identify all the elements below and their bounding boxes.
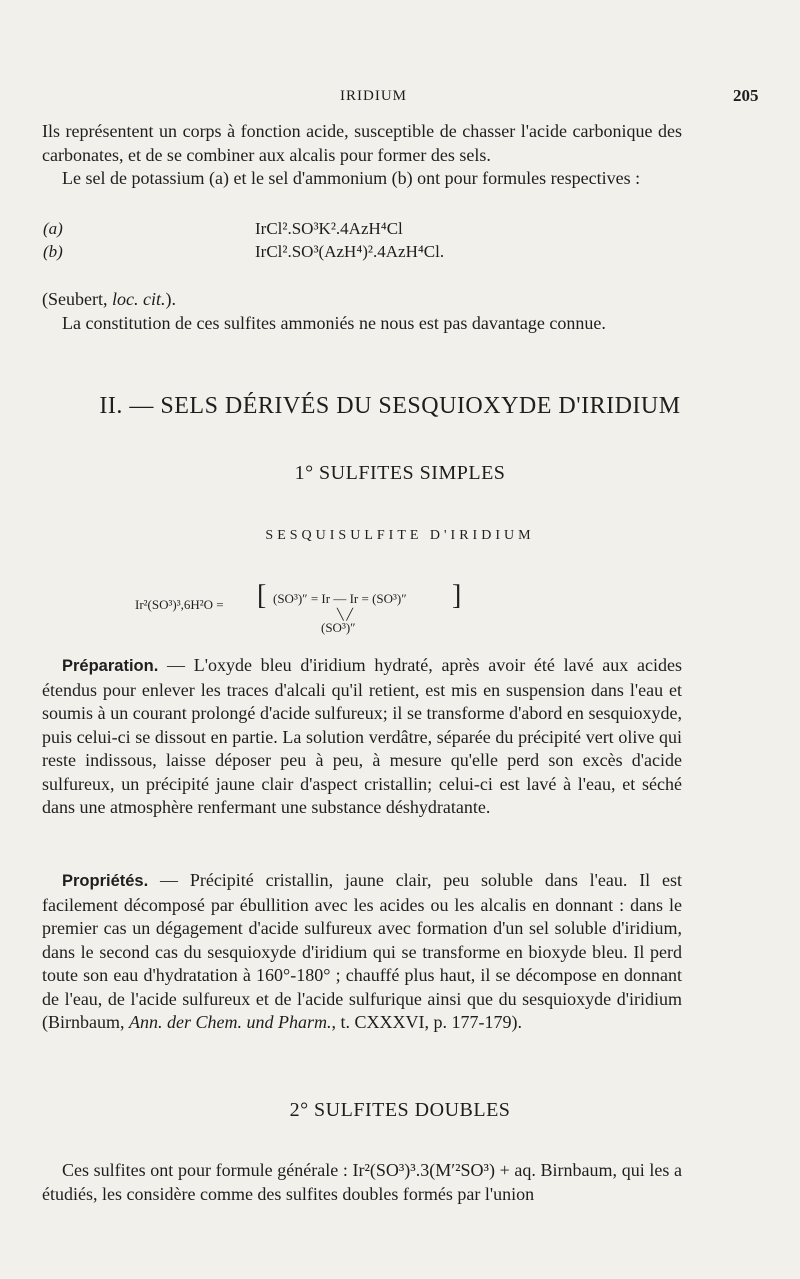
properties-lead: Propriétés. — [62, 872, 149, 890]
citation-ref: loc. cit. — [111, 289, 166, 309]
bracket-open: [ — [257, 580, 267, 611]
double-sulfites-text: Ces sulfites ont pour formule générale : Ir²(SO³)³.3(M′²SO³) + aq. Birnbaum, qui les a étudiés, les considère comme des sulfites doubles formés par l'union — [42, 1160, 682, 1204]
section-title: II. — SELS DÉRIVÉS DU SESQUIOXYDE D'IRIDIUM — [99, 393, 681, 419]
formula-left-side: Ir²(SO³)³,6H²O = — [135, 597, 224, 612]
formula-label-a: (a) — [43, 219, 63, 238]
running-header: IRIDIUM — [340, 88, 407, 104]
formula-a: IrCl².SO³K².4AzH⁴Cl — [255, 219, 403, 238]
compound-title: SESQUISULFITE D'IRIDIUM — [265, 528, 535, 543]
constitution-text: La constitution de ces sulfites ammoniés ne nous est pas davantage connue. — [62, 313, 606, 333]
preparation-text: — L'oxyde bleu d'iridium hydraté, après avoir été lavé aux acides étendus pour enlever les traces d'alcali qu'il retient, est mis en suspension dans l'eau et soumis à un courant prolongé d'acide sulfureux; il se transforme d'abord en sesquioxyde, puis celui-ci se dissout en partie. La solution verdâtre, séparée du précipité vert olive qui reste indissous, laisse déposer peu à peu, à mesure qu'elle perd son excès d'acide sulfureux, un précipité jaune clair d'aspect cristallin; celui-ci est lavé à l'eau, et séché dans une atmosphère renfermant une substance déshydratante. — [42, 655, 682, 817]
citation-close: ). — [165, 289, 176, 309]
properties-journal: Ann. der Chem. und Pharm. — [129, 1012, 332, 1032]
formula-label-b: (b) — [43, 242, 63, 261]
subsection-double-sulfites: 2° SULFITES DOUBLES — [289, 1099, 511, 1121]
formula-top-chain: (SO³)″ = Ir — Ir = (SO³)″ — [273, 591, 407, 606]
double-sulfites-paragraph — [42, 1159, 682, 1206]
intro-text: Ils représentent un corps à fonction acide, susceptible de chasser l'acide carbonique des carbonates, et de se combiner aux alcalis pour former des sels. — [42, 121, 682, 165]
formula-bottom-group: (SO³)″ — [321, 620, 356, 635]
formula-b: IrCl².SO³(AzH⁴)².4AzH⁴Cl. — [255, 242, 445, 261]
bond-lines: ╲ ╱ — [337, 609, 353, 621]
page-number: 205 — [733, 86, 759, 105]
bracket-close: ] — [452, 580, 462, 611]
salt-sentence-text: Le sel de potassium (a) et le sel d'ammonium (b) ont pour formules respectives : — [62, 168, 641, 188]
preparation-paragraph — [42, 654, 682, 820]
subsection-simple-sulfites: 1° SULFITES SIMPLES — [294, 462, 506, 484]
citation: (Seubert, loc. cit.). — [42, 289, 176, 309]
preparation-lead: Préparation. — [62, 657, 159, 675]
properties-paragraph — [42, 869, 682, 1035]
citation-author: Seubert, — [48, 289, 108, 309]
properties-text: — Précipité cristallin, jaune clair, peu soluble dans l'eau. Il est facilement décomposé par ébullition avec les acides ou les alcalis en donnant : dans le premier cas un dégagement d'acide sulfureux avec formation d'un sel soluble d'iridium, dans le second cas du sesquioxyde d'iridium qui se transforme en bioxyde bleu. Il perd toute son eau d'hydratation à 160°-180° ; chauffé plus haut, il se décompose en donnant de l'eau, de l'acide sulfureux et de l'acide sulfurique ainsi que du sesquioxyde d'iridium (Birnbaum, — [42, 870, 682, 1032]
properties-tail: , t. CXXXVI, p. 177-179). — [331, 1012, 522, 1032]
